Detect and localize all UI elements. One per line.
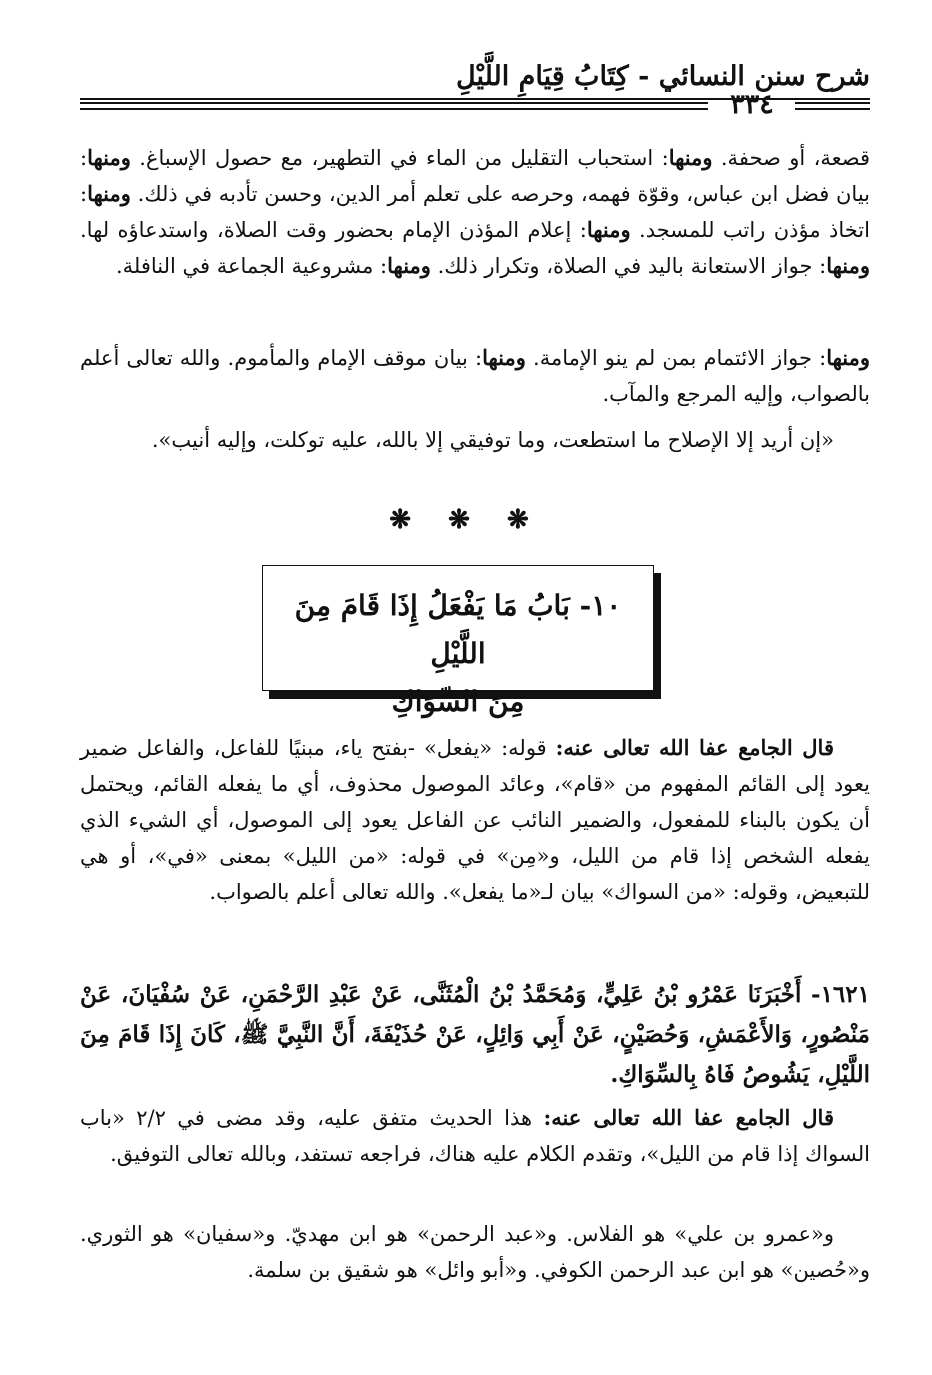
intro-label: ومنها	[826, 253, 870, 278]
chapter-title-line-2: مِنَ السِّوَاكِ	[391, 685, 525, 718]
commentary-lead: قال الجامع عفا الله تعالى عنه:	[555, 735, 834, 760]
intro-text: : بيان موقف الإمام والمأموم. والله تعالى أعلم بالصواب، وإليه المرجع والمآب.	[80, 346, 870, 406]
commentary-text: هذا الحديث متفق عليه، وقد مضى في ٢/٢ «باب السواك إذا قام من الليل»، وتقدم الكلام عليه هناك، فراجعه تستفد، وبالله تعالى التوفيق.	[80, 1106, 870, 1166]
commentary-paragraph-1	[80, 730, 870, 910]
chapter-title-line-1: ١٠- بَابُ مَا يَفْعَلُ إِذَا قَامَ مِنَ اللَّيْلِ	[294, 589, 622, 670]
intro-text: : جواز الائتمام بمن لم ينو الإمامة.	[525, 346, 827, 370]
quran-quote: «إن أريد إلا الإصلاح ما استطعت، وما توفيقي إلا بالله، عليه توكلت، وإليه أنيب».	[151, 428, 834, 452]
intro-label: ومنها	[586, 217, 631, 242]
intro-paragraph-2	[80, 340, 870, 412]
narrators-text: و«عمرو بن علي» هو الفلاس. و«عبد الرحمن» هو ابن مهديّ. و«سفيان» هو الثوري. و«حُصين» هو ابن عبد الرحمن الكوفي. و«أبو وائل» هو شقيق بن سلمة.	[80, 1222, 870, 1282]
header-rule-left-2	[80, 108, 708, 110]
intro-text: : اتخاذ مؤذن راتب للمسجد.	[80, 182, 870, 242]
intro-label: ومنها	[826, 345, 870, 370]
hadith-body: ١٦٢١- أَخْبَرَنَا عَمْرُو بْنُ عَلِيٍّ، وَمُحَمَّدُ بْنُ الْمُثَنَّى، عَنْ عَبْدِ الرَّحْمَنِ، عَنْ سُفْيَانَ، عَنْ مَنْصُورٍ، وَالأَعْمَشِ، وَحُصَيْنٍ، عَنْ أَبِي وَائِلٍ، عَنْ حُذَيْفَةَ، أَنَّ النَّبِيَّ ﷺ، كَانَ إِذَا قَامَ مِنَ اللَّيْلِ، يَشُوصُ فَاهُ بِالسِّوَاكِ.	[80, 981, 870, 1088]
section-separator: ❋ ❋ ❋	[389, 505, 543, 535]
intro-label: ومنها	[668, 145, 713, 170]
intro-text: : مشروعية الجماعة في النافلة.	[115, 254, 388, 278]
commentary-lead: قال الجامع عفا الله تعالى عنه:	[543, 1105, 834, 1130]
commentary-text: قوله: «يفعل» -بفتح ياء، مبنيًا للفاعل، والفاعل ضمير يعود إلى القائم المفهوم من «قام»، وعائد الموصول محذوف، أي ما يفعله القائم، ويحتمل أن يكون بالبناء للمفعول، والضمير النائب عن الفاعل يعود إلى الموصول، أي الشيء الذي يفعله الشخص إذا قام من الليل، و«مِن» في قوله: «من الليل» بمعنى «في»، أو هي للتبعيض، وقوله: «من السواك» بيان لـ«ما يفعل». والله تعالى أعلم بالصواب.	[80, 736, 870, 904]
intro-paragraph-1	[80, 140, 870, 284]
commentary-paragraph-2	[80, 1100, 870, 1172]
intro-text: : جواز الاستعانة باليد في الصلاة، وتكرار ذلك.	[430, 254, 827, 278]
header-rule-right-1	[795, 102, 870, 104]
header-rule-right-2	[795, 108, 870, 110]
header-rule-left-1	[80, 102, 708, 104]
page-number: ٣٣٤	[730, 89, 774, 120]
intro-text: قصعة، أو صحفة.	[712, 146, 870, 170]
intro-paragraph-3	[80, 422, 870, 458]
intro-text: : بيان فضل ابن عباس، وقوّة فهمه، وحرصه على تعلم أمر الدين، وحسن تأدبه في ذلك.	[80, 146, 870, 206]
intro-text: : استحباب التقليل من الماء في التطهير، مع حصول الإسباغ.	[130, 146, 669, 170]
hadith-text	[80, 975, 870, 1095]
narrators-paragraph	[80, 1216, 870, 1288]
intro-text: : إعلام المؤذن الإمام بحضور وقت الصلاة، واستدعاؤه لها.	[80, 218, 587, 242]
chapter-heading-box	[262, 565, 654, 718]
running-title: شرح سنن النسائي - كِتَابُ قِيَامِ اللَّيْلِ	[456, 61, 870, 92]
intro-label: ومنها	[387, 253, 431, 278]
intro-label: ومنها	[482, 345, 526, 370]
intro-label: ومنها	[87, 181, 131, 206]
intro-label: ومنها	[87, 145, 131, 170]
